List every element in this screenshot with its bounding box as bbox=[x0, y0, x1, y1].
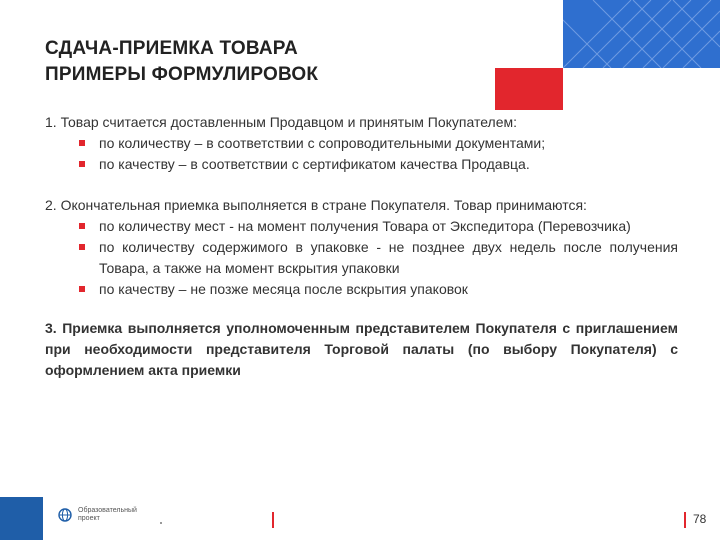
bullet-marker bbox=[79, 286, 85, 292]
title-line-1: СДАЧА-ПРИЕМКА ТОВАРА bbox=[45, 38, 298, 59]
list-item-text: по количеству содержимого в упаковке - не позднее двух недель после получения Товара, а также на момент вскрытия упаковки bbox=[99, 239, 678, 276]
logo-text-line-2: проект bbox=[78, 515, 100, 522]
decorative-red-block bbox=[495, 68, 563, 110]
logo-text bbox=[78, 507, 138, 523]
footer-divider bbox=[272, 512, 274, 528]
section-2-heading: 2. Окончательная приемка выполняется в стране Покупателя. Товар принимаются: bbox=[45, 197, 587, 213]
project-logo bbox=[58, 507, 138, 523]
footer-dot bbox=[160, 522, 162, 524]
page-title bbox=[45, 36, 318, 88]
list-item bbox=[45, 216, 678, 237]
section-1-list bbox=[45, 133, 678, 175]
globe-icon bbox=[58, 508, 72, 522]
list-item-text: по количеству мест - на момент получения Товара от Экспедитора (Перевозчика) bbox=[99, 218, 631, 234]
list-item-text: по качеству – в соответствии с сертификатом качества Продавца. bbox=[99, 156, 530, 172]
section-3-text: 3. Приемка выполняется уполномоченным представителем Покупателя с приглашением при необходимости представителя Торговой палаты (по выбору Покупателя) с оформлением акта приемки bbox=[45, 320, 678, 378]
page-number-divider bbox=[684, 512, 686, 528]
bullet-marker bbox=[79, 140, 85, 146]
title-line-2: ПРИМЕРЫ ФОРМУЛИРОВОК bbox=[45, 64, 319, 85]
list-item-text: по качеству – не позже месяца после вскрытия упаковок bbox=[99, 281, 468, 297]
decorative-blue-block bbox=[563, 0, 720, 68]
list-item bbox=[45, 279, 678, 300]
logo-text-line-1: Образовательный bbox=[78, 507, 137, 514]
list-item bbox=[45, 237, 678, 279]
bullet-marker bbox=[79, 244, 85, 250]
section-1-heading: 1. Товар считается доставленным Продавцом и принятым Покупателем: bbox=[45, 114, 518, 130]
bullet-marker bbox=[79, 161, 85, 167]
list-item bbox=[45, 133, 678, 154]
bullet-marker bbox=[79, 223, 85, 229]
list-item bbox=[45, 154, 678, 175]
section-2-list bbox=[45, 216, 678, 300]
decorative-line-pattern bbox=[563, 0, 720, 68]
main-content bbox=[45, 112, 678, 381]
page-number: 78 bbox=[693, 512, 707, 526]
list-item-text: по количеству – в соответствии с сопроводительными документами; bbox=[99, 135, 546, 151]
footer-blue-block bbox=[0, 497, 43, 540]
